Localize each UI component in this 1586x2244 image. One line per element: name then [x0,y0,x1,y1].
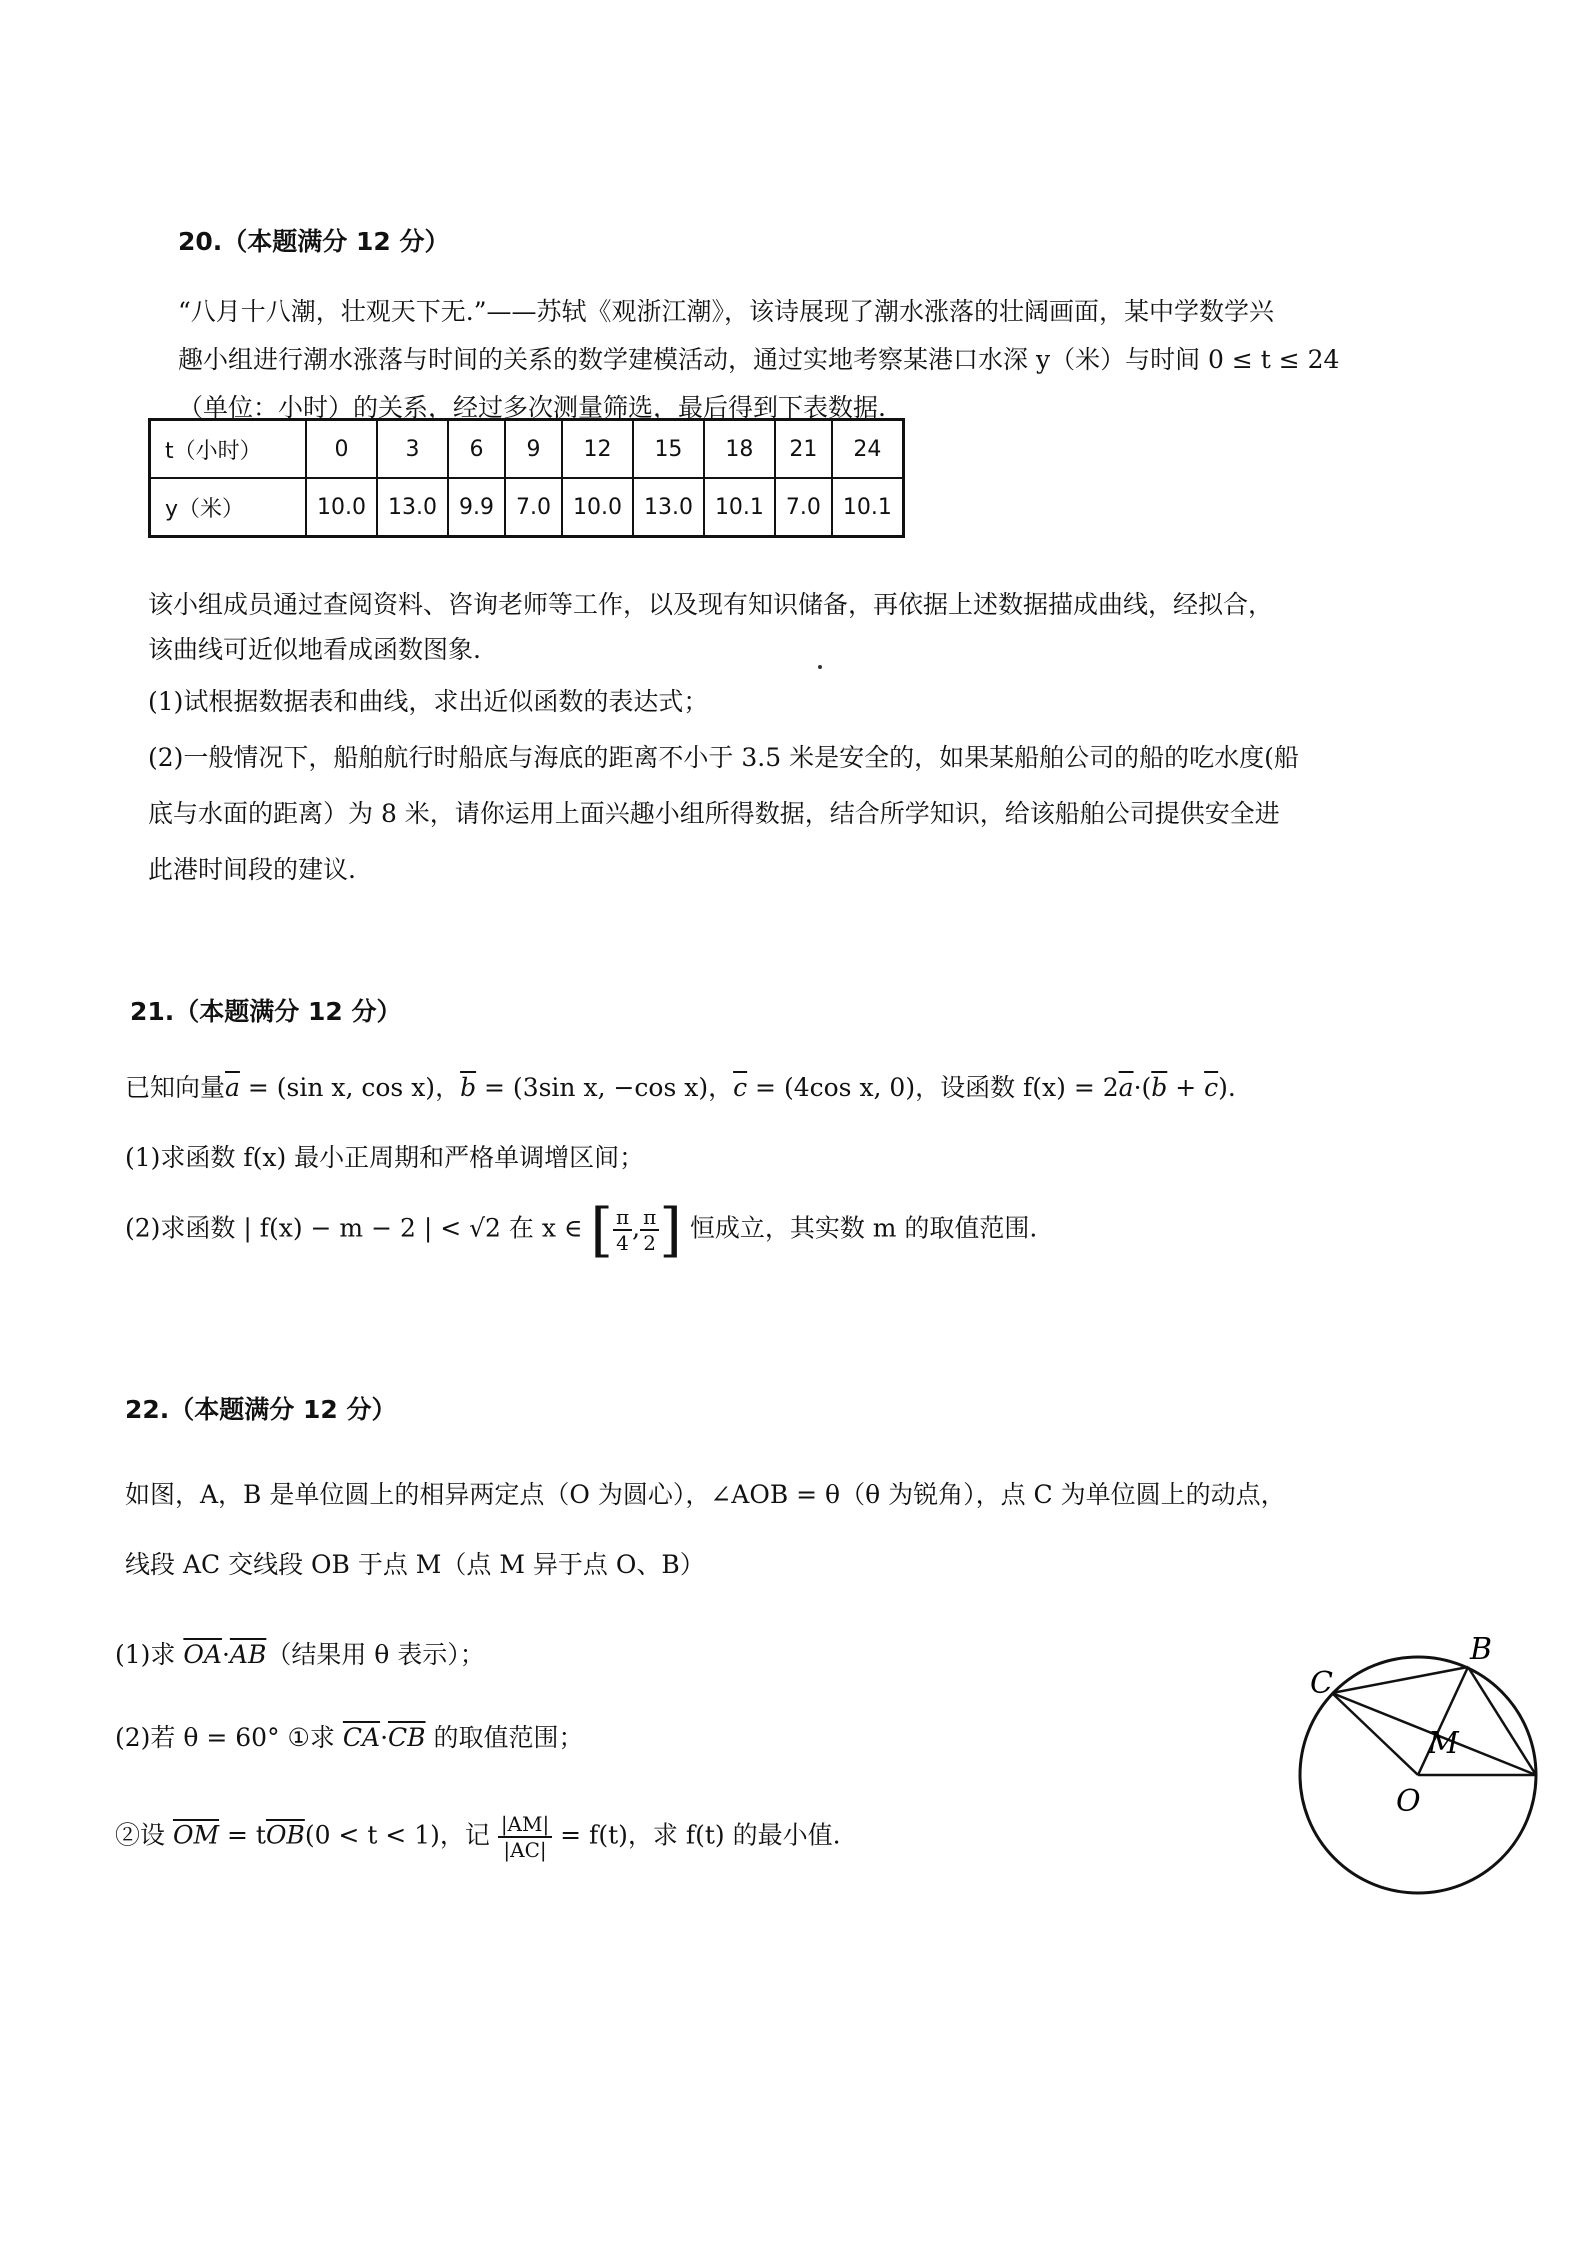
label-m: M [1428,1726,1459,1761]
q22-part-3-condition: (0 < t < 1)，记 [304,1820,498,1850]
segment-ba [1468,1667,1536,1775]
bracket-open: [ [590,1196,613,1264]
q22-header [125,1390,397,1426]
q20-intro-line-2: 趣小组进行潮水涨落与时间的关系的数学建模活动，通过实地考察某港口水深 y（米）与时间 0 ≤ t ≤ 24 [178,345,1340,374]
function-vector-c: $\overline{c}$ [1204,1073,1219,1102]
t-cell: 6 [448,420,505,479]
function-end: ). [1218,1073,1236,1102]
interval-right-den: 2 [643,1231,657,1255]
vector-ab: $\overline{AB}$ [229,1640,267,1669]
y-cell: 13.0 [377,478,448,537]
function-plus: + [1167,1073,1205,1102]
q21-part-2 [125,1196,1037,1264]
q21-part-2-prefix: (2)求函数 | f(x) − m − 2 | < √2 在 x ∈ [125,1213,591,1243]
function-vector-b: $\overline{b}$ [1151,1073,1168,1102]
label-o: O [1396,1784,1421,1819]
q22-part-2 [115,1718,583,1754]
t-cell: 24 [832,420,903,479]
vector-b-value: = (3sin x, −cos x)， [476,1073,734,1102]
q22-intro-line-1: 如图，A，B 是单位圆上的相异两定点（O 为圆心），∠AOB = θ（θ 为锐角），点 C 为单位圆上的动点， [125,1480,1286,1509]
q20-part-1: (1)试根据数据表和曲线，求出近似函数的表达式； [148,687,709,716]
row-label-y: y（米） [150,478,307,537]
q20-score: （本题满分 12 分） [222,227,450,256]
vector-a-value: = (sin x, cos x)， [239,1073,461,1102]
q21-header [130,992,402,1028]
q22-score: （本题满分 12 分） [169,1395,397,1424]
interval-left [613,1205,632,1255]
interval-left-den: 4 [616,1231,629,1255]
q22-part-1 [115,1635,485,1671]
q22-part-1-prefix: (1)求 [115,1640,184,1669]
vector-om: $\overline{OM}$ [172,1820,220,1850]
t-times: = t [219,1820,266,1850]
ratio-denominator: |AC| [503,1838,547,1862]
bracket-close: ] [659,1196,682,1264]
vector-ob: $\overline{OB}$ [265,1820,305,1850]
q20-part-2-line-1: (2)一般情况下，船舶航行时船底与海底的距离不小于 3.5 米是安全的，如果某船舶公司的船的吃水度(船 [148,743,1299,772]
q22-intro-line-2: 线段 AC 交线段 OB 于点 M（点 M 异于点 O、B） [125,1550,705,1579]
label-b: B [1470,1632,1493,1667]
interval-right [640,1205,659,1255]
y-cell: 9.9 [448,478,505,537]
q20-part-2-line-3: 此港时间段的建议. [148,855,356,884]
dot-operator: · [221,1640,230,1669]
q21-given [125,1068,1236,1104]
y-cell: 7.0 [775,478,832,537]
vector-ca: $\overline{CA}$ [342,1723,381,1752]
q22-part-3-prefix: ②设 [115,1820,173,1850]
row-label-t: t（小时） [150,420,307,479]
y-cell: 7.0 [505,478,562,537]
q22-part-3 [115,1812,841,1862]
q21-part-1: (1)求函数 f(x) 最小正周期和严格单调增区间； [125,1143,645,1172]
q22-part-3-suffix: = f(t)，求 f(t) 的最小值. [552,1820,841,1850]
dot-operator: · [380,1723,389,1752]
t-cell: 3 [377,420,448,479]
q20-after-table-line-2: 该曲线可近似地看成函数图象. [148,635,481,664]
q22-part-2-prefix: (2)若 θ = 60° ①求 [115,1723,343,1752]
y-cell: 13.0 [633,478,704,537]
q20-part-2-line-2: 底与水面的距离）为 8 米，请你运用上面兴趣小组所得数据，结合所学知识，给该船舶公司提供安全进 [148,799,1280,828]
vector-c-value: = (4cos x, 0)，设函数 [747,1073,1024,1102]
q22-part-2-suffix: 的取值范围； [425,1723,584,1752]
q21-given-prefix: 已知向量 [125,1073,226,1102]
q20-header [178,222,450,258]
y-cell: 10.1 [704,478,775,537]
q22-part-1-suffix: （结果用 θ 表示）； [266,1640,485,1669]
function-definition: f(x) = 2 [1023,1073,1119,1102]
tide-data-table [148,418,905,538]
vector-cb: $\overline{CB}$ [388,1723,426,1752]
q21-score: （本题满分 12 分） [174,997,402,1026]
t-cell: 9 [505,420,562,479]
y-cell: 10.0 [306,478,377,537]
label-c: C [1310,1666,1333,1701]
q21-part-2-suffix: 恒成立，其实数 m 的取值范围. [681,1213,1038,1243]
t-cell: 12 [562,420,633,479]
stray-dot [818,665,822,669]
segment-co [1332,1693,1418,1775]
q20-number: 20. [178,227,223,256]
ratio-numerator: |AM| [498,1812,552,1838]
vector-b: $\overline{b}$ [460,1073,477,1102]
vector-c: $\overline{c}$ [733,1073,748,1102]
q21-number: 21. [130,997,175,1026]
function-vector-a: $\overline{a}$ [1118,1073,1134,1102]
q20-after-table-line-1: 该小组成员通过查阅资料、咨询老师等工作，以及现有知识储备，再依据上述数据描成曲线，经拟合， [148,590,1274,619]
t-cell: 0 [306,420,377,479]
segment-cb [1332,1667,1468,1693]
y-cell: 10.0 [562,478,633,537]
q22-number: 22. [125,1395,170,1424]
vector-oa: $\overline{OA}$ [183,1640,222,1669]
q20-intro-line-1: “八月十八潮，壮观天下无.”——苏轼《观浙江潮》，该诗展现了潮水涨落的壮阔画面，某中学数学兴 [178,297,1275,326]
unit-circle-figure [1270,1615,1570,1905]
table-row-y [150,478,904,537]
t-cell: 18 [704,420,775,479]
y-cell: 10.1 [832,478,903,537]
interval-left-num: π [613,1205,632,1231]
table-row-t [150,420,904,479]
interval-comma: , [632,1213,641,1243]
interval-right-num: π [640,1205,659,1231]
vector-a: $\overline{a}$ [225,1073,240,1102]
t-cell: 21 [775,420,832,479]
t-cell: 15 [633,420,704,479]
function-dot: ·( [1133,1073,1152,1102]
ratio-fraction [498,1812,552,1862]
q20-intro-line-3: （单位：小时）的关系，经过多次测量筛选，最后得到下表数据. [178,393,886,422]
